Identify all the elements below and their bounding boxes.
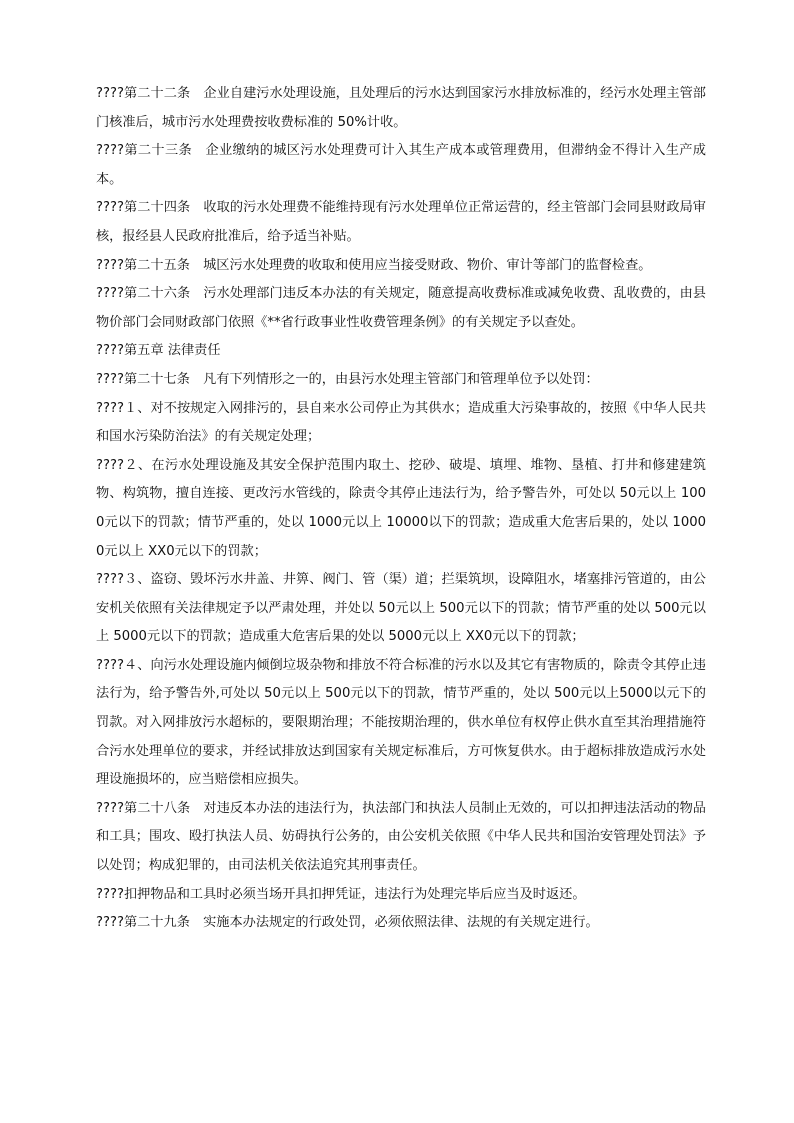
document-page bbox=[96, 80, 706, 938]
article-23-paragraph: ????第二十三条 企业缴纳的城区污水处理费可计入其生产成本或管理费用，但滞纳金不得计入生产成本。 bbox=[96, 143, 706, 187]
article-27-item-3: ????３、盗窃、毁坏污水井盖、井箅、阀门、管（渠）道；拦渠筑坝，设障阻水，堵塞排污管道的，由公安机关依照有关法律规定予以严肃处理，并处以 50元以上 500元以下的罚款；情节严重的处以 500元以上 5000元以下的罚款；造成重大危害后果的处以 5000元以上 XX0元以下的罚款； bbox=[96, 572, 706, 645]
article-27-item-1: ????１、对不按规定入网排污的，县自来水公司停止为其供水；造成重大污染事故的，按照《中华人民共和国水污染防治法》的有关规定处理； bbox=[96, 400, 706, 445]
article-26-paragraph: ????第二十六条 污水处理部门违反本办法的有关规定，随意提高收费标准或减免收费、乱收费的，由县物价部门会同财政部门依照《**省行政事业性收费管理条例》的有关规定予以查处。 bbox=[96, 286, 706, 330]
article-29-paragraph: ????第二十九条 实施本办法规定的行政处罚，必须依照法律、法规的有关规定进行。 bbox=[96, 915, 599, 931]
chapter-5-heading: ????第五章 法律责任 bbox=[96, 343, 221, 359]
article-27-paragraph: ????第二十七条 凡有下列情形之一的，由县污水处理主管部门和管理单位予以处罚： bbox=[96, 371, 599, 387]
article-22-paragraph: ????第二十二条 企业自建污水处理设施，且处理后的污水达到国家污水排放标准的，经污水处理主管部门核准后，城市污水处理费按收费标准的 50%计收。 bbox=[96, 86, 706, 130]
article-27-item-2: ????２、在污水处理设施及其安全保护范围内取土、挖砂、破堤、填埋、堆物、垦植、打井和修建建筑物、构筑物，擅自连接、更改污水管线的，除责令其停止违法行为，给予警告外，可处以 50元以上 1000元以下的罚款；情节严重的，处以 1000元以上 10000以下的罚款；造成重大危害后果的，处以 10000元以上 XX0元以下的罚款； bbox=[96, 457, 706, 559]
article-24-paragraph: ????第二十四条 收取的污水处理费不能维持现有污水处理单位正常运营的，经主管部门会同县财政局审核，报经县人民政府批准后，给予适当补贴。 bbox=[96, 200, 706, 244]
article-27-item-4: ????４、向污水处理设施内倾倒垃圾杂物和排放不符合标准的污水以及其它有害物质的，除责令其停止违法行为，给予警告外,可处以 50元以上 500元以下的罚款，情节严重的，处以 500元以上5000以元下的罚款。对入网排放污水超标的，要限期治理；不能按期治理的，供水单位有权停止供水直至其治理措施符合污水处理单位的要求，并经试排放达到国家有关规定标准后，方可恢复供水。由于超标排放造成污水处理设施损坏的，应当赔偿相应损失。 bbox=[96, 657, 706, 788]
article-28-paragraph: ????第二十八条 对违反本办法的违法行为，执法部门和执法人员制止无效的，可以扣押违法活动的物品和工具；围攻、殴打执法人员、妨碍执行公务的，由公安机关依照《中华人民共和国治安管理处罚法》予以处罚；构成犯罪的，由司法机关依法追究其刑事责任。 bbox=[96, 800, 706, 874]
seizure-receipt-paragraph: ????扣押物品和工具时必须当场开具扣押凭证，违法行为处理完毕后应当及时返还。 bbox=[96, 886, 586, 902]
article-25-paragraph: ????第二十五条 城区污水处理费的收取和使用应当接受财政、物价、审计等部门的监督检查。 bbox=[96, 257, 652, 273]
